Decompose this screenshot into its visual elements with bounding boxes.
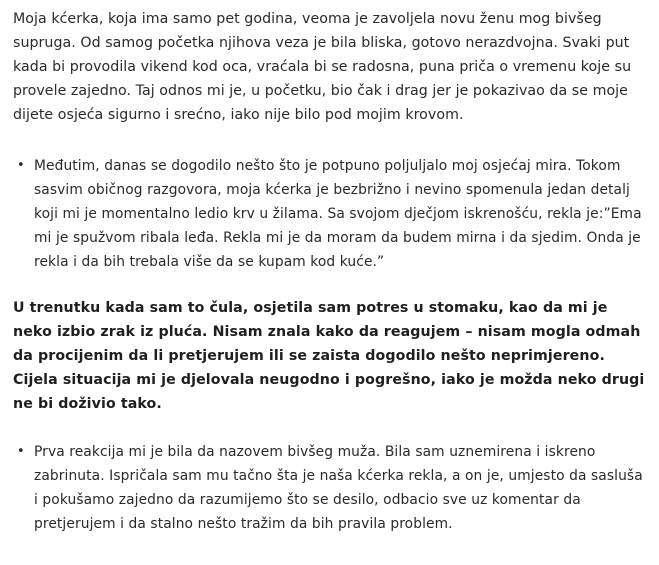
bullet-list-2: [13, 440, 651, 536]
intro-paragraph: Moja kćerka, koja ima samo pet godina, veoma je zavoljela novu ženu mog bivšeg supruga. Od samog početka njihova veza je bila bliska, gotovo nerazdvojna. Svaki put kada bi provodila vikend kod oca, vraćala bi se radosna, puna priča o vremenu koje su provele zajedno. Taj odnos mi je, u početku, bio čak i drag jer je pokazivao da se moje dijete osjeća sigurno i srećno, iako nije bilo pod mojim krovom.: [13, 11, 632, 123]
bullet-icon: •: [17, 444, 25, 459]
list-item: [13, 440, 651, 536]
list-item-text: Prva reakcija mi je bila da nazovem bivšeg muža. Bila sam uznemirena i iskreno zabrinuta. Ispričala sam mu tačno šta je naša kćerka rekla, a on je, umjesto da sasluša i pokušamo zajedno da razumijemo što se desilo, odbacio sve uz komentar da pretjerujem i da stalno nešto tražim da bih pravila problem.: [34, 444, 643, 532]
spacer: [13, 274, 651, 296]
list-item-text: Međutim, danas se dogodilo nešto što je potpuno poljuljalo moj osjećaj mira. Tokom sasvim običnog razgovora, moja kćerka je bezbrižno i nevino spomenula jedan detalj koji mi je momentalno ledio krv u žilama. Sa svojom dječjom iskrenošću, rekla je:”Ema mi je spužvom ribala leđa. Rekla mi je da moram da budem mirna i da sjedim. Onda je rekla i da bih trebala više da se kupam kod kuće.”: [34, 158, 642, 270]
bullet-icon: •: [17, 158, 25, 173]
spacer: [13, 416, 651, 440]
list-item: [13, 154, 651, 274]
spacer: [13, 127, 651, 154]
bold-paragraph: U trenutku kada sam to čula, osjetila sam potres u stomaku, kao da mi je neko izbio zrak iz pluća. Nisam znala kako da reagujem – nisam mogla odmah da procijenim da li pretjerujem ili se zaista dogodilo nešto neprimjereno. Cijela situacija mi je djelovala neugodno i pogrešno, iako je možda neko drugi ne bi doživio tako.: [13, 300, 645, 412]
bullet-list-1: [13, 154, 651, 274]
